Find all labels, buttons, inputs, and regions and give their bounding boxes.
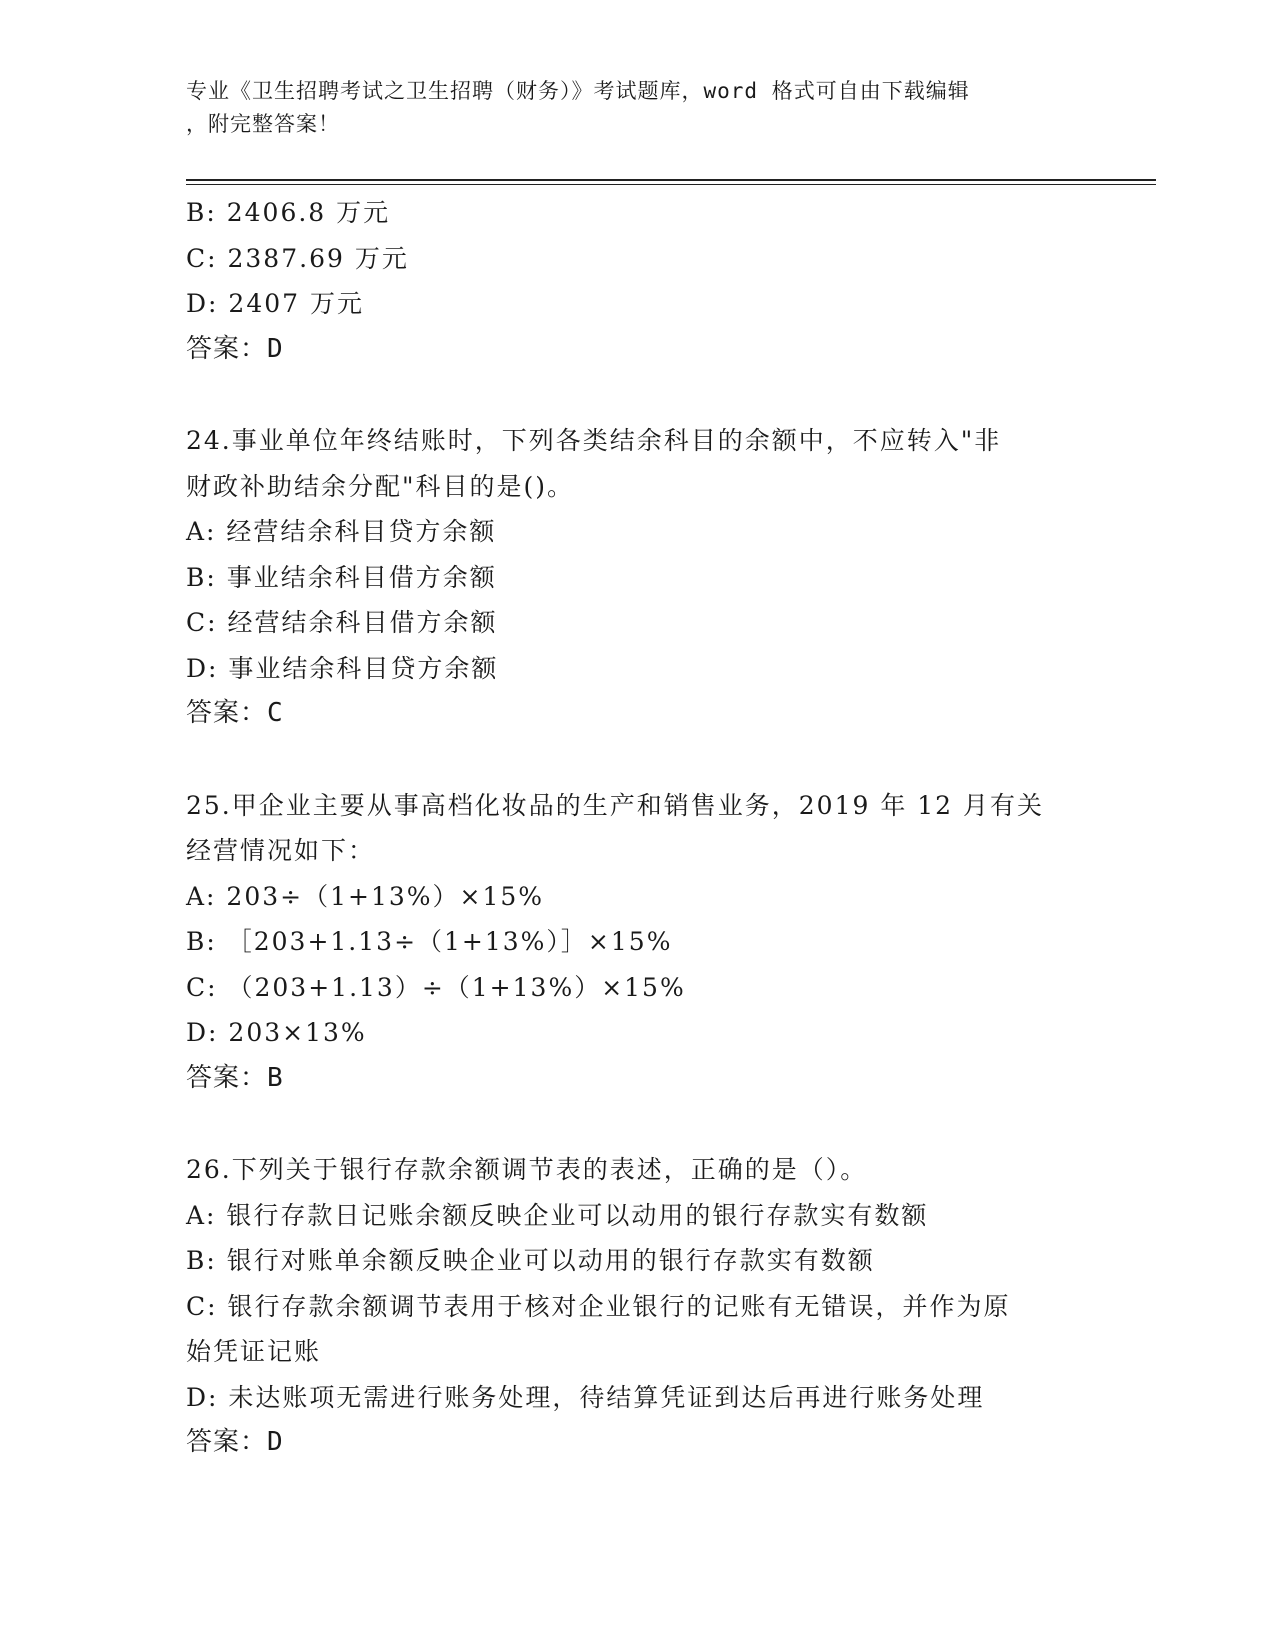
header-title-line-2: ，附完整答案！ <box>186 112 340 136</box>
question-25 <box>186 783 1086 1102</box>
option-a: A: 203÷（1+13%）×15% <box>186 881 545 911</box>
question-23 <box>186 190 1086 372</box>
question-stem-line-1: 24.事业单位年终结账时，下列各类结余科目的余额中，不应转入"非 <box>186 426 1002 455</box>
option-d: D: 事业结余科目贷方余额 <box>186 653 499 683</box>
option-b: B: 事业结余科目借方余额 <box>186 562 497 592</box>
header-divider-thick <box>186 179 1156 181</box>
option-a: A: 银行存款日记账余额反映企业可以动用的银行存款实有数额 <box>186 1200 929 1230</box>
option-c-line-1: C: 银行存款余额调节表用于核对企业银行的记账有无错误，并作为原 <box>186 1291 1011 1321</box>
option-a: A: 经营结余科目贷方余额 <box>186 517 497 546</box>
question-stem-line-2: 财政补助结余分配"科目的是()。 <box>186 471 575 501</box>
page-header <box>186 75 1066 141</box>
question-stem-line-1: 25.甲企业主要从事高档化妆品的生产和销售业务，2019 年 12 月有关 <box>186 790 1045 820</box>
question-list <box>186 190 1086 1466</box>
answer: 答案：D <box>186 333 284 364</box>
answer: 答案：D <box>186 1427 284 1457</box>
option-b: B: 银行对账单余额反映企业可以动用的银行存款实有数额 <box>186 1246 875 1275</box>
header-title-line-1: 专业《卫生招聘考试之卫生招聘（财务）》考试题库，word 格式可自由下载编辑 <box>186 79 970 103</box>
option-b: B: 2406.8 万元 <box>186 198 391 227</box>
answer: 答案：B <box>186 1062 284 1093</box>
option-d: D: 203×13% <box>186 1018 367 1047</box>
question-stem-line-1: 26.下列关于银行存款余额调节表的表述，正确的是（）。 <box>186 1155 868 1184</box>
option-d: D: 2407 万元 <box>186 289 364 318</box>
option-c-line-2: 始凭证记账 <box>186 1337 322 1366</box>
header-divider-thin <box>186 184 1156 185</box>
answer: 答案：C <box>186 698 284 728</box>
option-c: C: 经营结余科目借方余额 <box>186 608 498 637</box>
option-c: C: 2387.69 万元 <box>186 243 409 273</box>
option-c: C: （203+1.13）÷（1+13%）×15% <box>186 972 686 1002</box>
question-24 <box>186 418 1086 737</box>
question-stem-line-2: 经营情况如下： <box>186 836 376 865</box>
option-b: B: ［203+1.13÷（1+13%）］×15% <box>186 927 673 956</box>
question-26 <box>186 1147 1086 1466</box>
option-d: D: 未达账项无需进行账务处理，待结算凭证到达后再进行账务处理 <box>186 1382 985 1412</box>
